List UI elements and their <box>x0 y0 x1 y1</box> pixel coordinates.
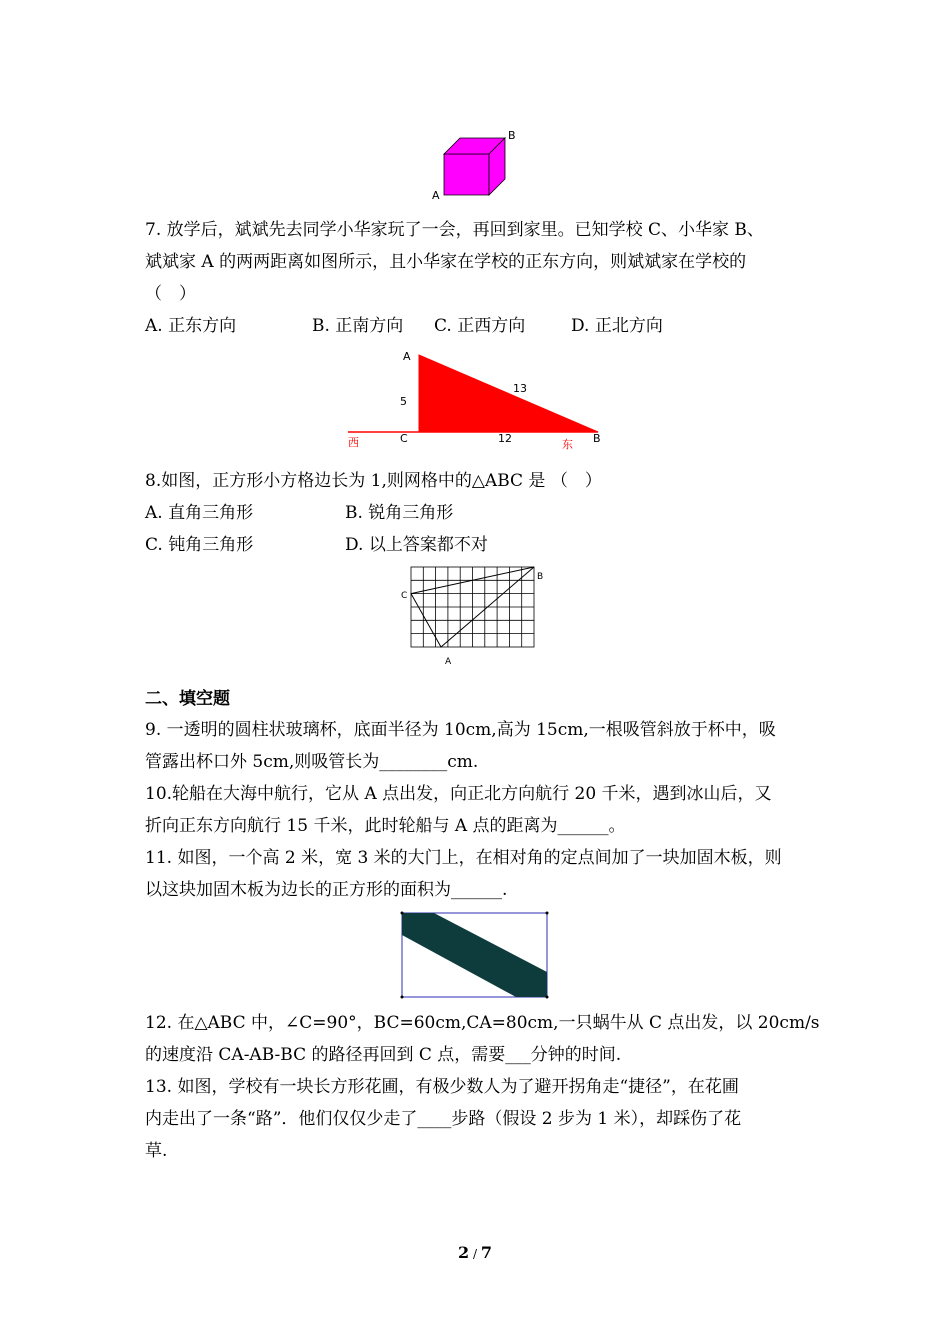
q8-label-b: B <box>537 572 544 582</box>
q12-line-2: 的速度沿 CA-AB-BC 的路径再回到 C 点，需要___分钟的时间. <box>145 1045 622 1065</box>
q11-line-1: 11. 如图，一个高 2 米，宽 3 米的大门上，在相对角的定点间加了一块加固木板，则 <box>145 848 782 868</box>
q13-line-3: 草. <box>145 1141 168 1161</box>
page-footer <box>0 1243 950 1262</box>
q8-label-c: C <box>401 591 408 601</box>
q7-stem-line-1: 7. 放学后，斌斌先去同学小华家玩了一会，再回到家里。已知学校 C、小华家 B、 <box>145 220 764 240</box>
cube-label-a: A <box>432 189 440 202</box>
gate-corner-bl <box>401 996 404 999</box>
q8-option-d: D. 以上答案都不对 <box>345 535 488 555</box>
q7-stem-line-2: 斌斌家 A 的两两距离如图所示，且小华家在学校的正东方向，则斌斌家在学校的 <box>145 252 747 272</box>
q9-line-2: 管露出杯口外 5cm,则吸管长为________cm. <box>145 752 479 772</box>
q8-option-b: B. 锐角三角形 <box>345 503 454 523</box>
gate-corner-br <box>546 996 549 999</box>
q7-triangle-figure <box>340 345 610 455</box>
q7-option-a: A. 正东方向 <box>145 316 237 336</box>
q12-line-1: 12. 在△ABC 中，∠C=90°，BC=60cm,CA=80cm,一只蜗牛从 C 点出发，以 20cm/s <box>145 1013 820 1033</box>
q8-grid-figure <box>398 560 558 670</box>
q7-length-cb: 12 <box>498 432 512 445</box>
q8-label-a: A <box>445 657 452 667</box>
q7-stem-line-3: （ ） <box>145 284 196 304</box>
q7-label-west: 西 <box>348 436 359 449</box>
q7-length-ac: 5 <box>400 395 407 408</box>
q8-option-c: C. 钝角三角形 <box>145 535 254 555</box>
q7-option-b: B. 正南方向 <box>312 316 404 336</box>
q10-line-1: 10.轮船在大海中航行，它从 A 点出发，向正北方向航行 20 千米，遇到冰山后，又 <box>145 784 772 804</box>
q9-line-1: 9. 一透明的圆柱状玻璃杯，底面半径为 10cm,高为 15cm,一根吸管斜放于杯中，吸 <box>145 720 776 740</box>
cube-front-face <box>444 154 489 195</box>
q10-line-2: 折向正东方向航行 15 千米，此时轮船与 A 点的距离为______。 <box>145 816 626 836</box>
q7-length-ab: 13 <box>513 382 527 395</box>
page-separator: / <box>469 1247 481 1261</box>
page-total: 7 <box>480 1243 492 1262</box>
gate-corner-tl <box>401 912 404 915</box>
section-2-title: 二、填空题 <box>145 689 230 709</box>
q11-gate-figure <box>398 910 554 1002</box>
q11-line-2: 以这块加固木板为边长的正方形的面积为______. <box>145 880 508 900</box>
q7-label-east: 东 <box>562 438 573 451</box>
q8-stem: 8.如图，正方形小方格边长为 1,则网格中的△ABC 是 （ ） <box>145 471 602 491</box>
q7-label-b: B <box>593 432 601 445</box>
q7-option-d: D. 正北方向 <box>571 316 663 336</box>
cube-figure <box>430 125 530 205</box>
triangle-acb <box>419 355 598 432</box>
page-number: 2 <box>458 1243 470 1262</box>
gate-corner-tr <box>546 912 549 915</box>
cube-label-b: B <box>508 129 516 142</box>
grid-lines <box>411 567 534 647</box>
q7-option-c: C. 正西方向 <box>434 316 526 336</box>
q13-line-2: 内走出了一条“路”．他们仅仅少走了____步路（假设 2 步为 1 米），却踩伤了花 <box>145 1109 742 1129</box>
q8-option-a: A. 直角三角形 <box>145 503 254 523</box>
q13-line-1: 13. 如图，学校有一块长方形花圃，有极少数人为了避开拐角走“捷径”，在花圃 <box>145 1077 739 1097</box>
q7-label-a: A <box>403 350 411 363</box>
q7-label-c: C <box>400 432 408 445</box>
